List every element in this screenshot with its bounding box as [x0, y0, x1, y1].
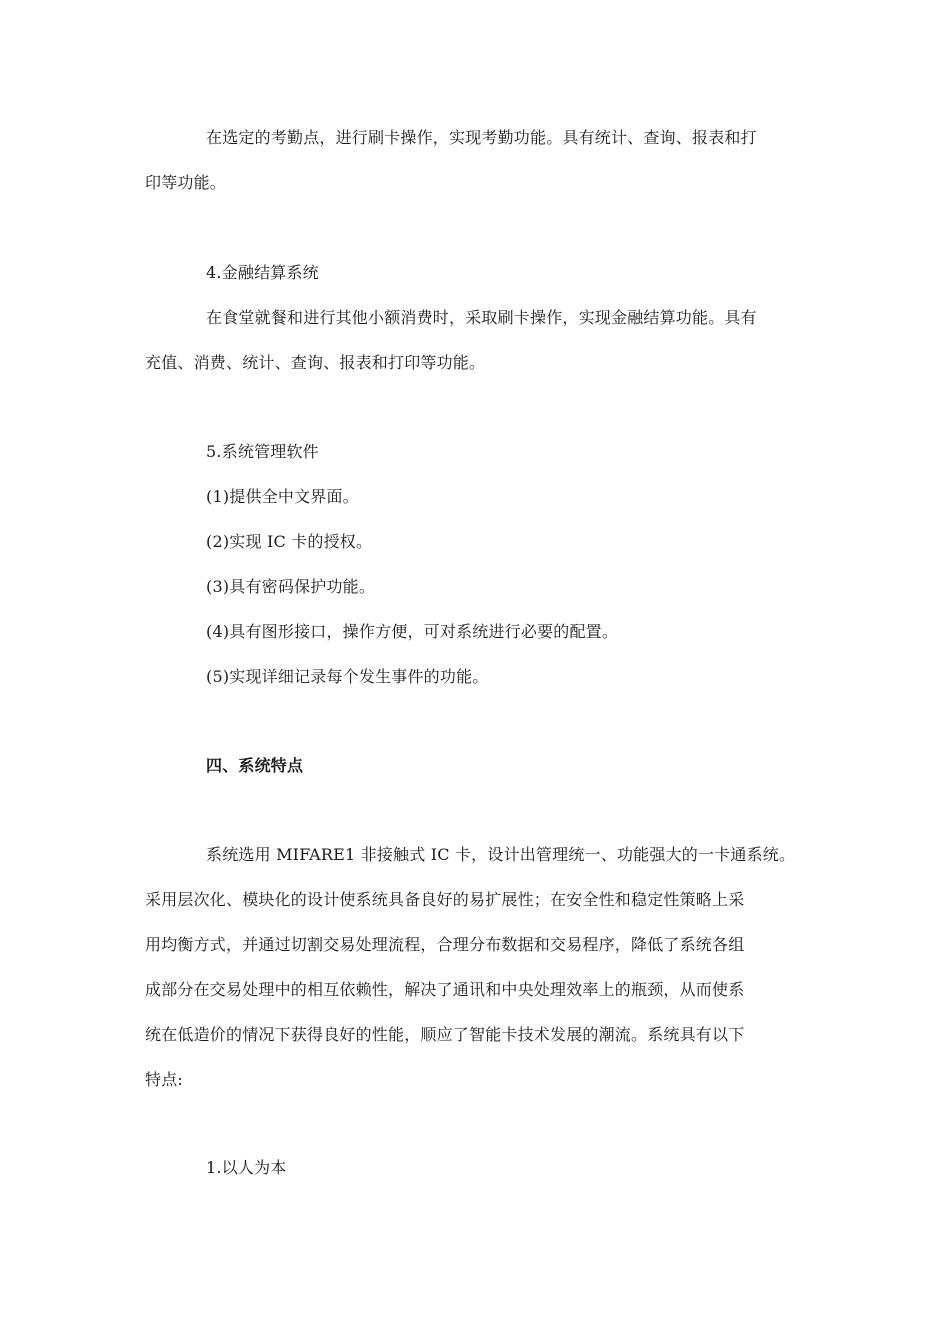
- paragraph-line: 采用层次化、模块化的设计使系统具备良好的易扩展性；在安全性和稳定性策略上采: [145, 890, 745, 909]
- paragraph-line: 充值、消费、统计、查询、报表和打印等功能。: [145, 353, 486, 372]
- section-heading: 四、系统特点: [206, 756, 304, 775]
- subsection-heading: 5.系统管理软件: [206, 442, 319, 461]
- paragraph-line: 特点:: [145, 1070, 183, 1089]
- paragraph-line: 印等功能。: [145, 173, 227, 192]
- paragraph-line: 系统选用 MIFARE1 非接触式 IC 卡，设计出管理统一、功能强大的一卡通系统。: [206, 845, 796, 864]
- paragraph-line: 在食堂就餐和进行其他小额消费时，采取刷卡操作，实现金融结算功能。具有: [206, 308, 757, 327]
- paragraph-line: 成部分在交易处理中的相互依赖性，解决了通讯和中央处理效率上的瓶颈，从而使系: [145, 980, 745, 999]
- paragraph-line: 用均衡方式，并通过切割交易处理流程，合理分布数据和交易程序，降低了系统各组: [145, 935, 745, 954]
- paragraph-line: 在选定的考勤点，进行刷卡操作，实现考勤功能。具有统计、查询、报表和打: [206, 128, 757, 147]
- list-item: (5)实现详细记录每个发生事件的功能。: [206, 667, 489, 686]
- subsection-heading: 4.金融结算系统: [206, 263, 319, 282]
- list-item: (1)提供全中文界面。: [206, 487, 359, 506]
- subsection-heading: 1.以人为本: [206, 1158, 287, 1177]
- list-item: (3)具有密码保护功能。: [206, 577, 376, 596]
- list-item: (2)实现 IC 卡的授权。: [206, 532, 373, 551]
- paragraph-line: 统在低造价的情况下获得良好的性能，顺应了智能卡技术发展的潮流。系统具有以下: [145, 1025, 745, 1044]
- list-item: (4)具有图形接口，操作方便，可对系统进行必要的配置。: [206, 622, 619, 641]
